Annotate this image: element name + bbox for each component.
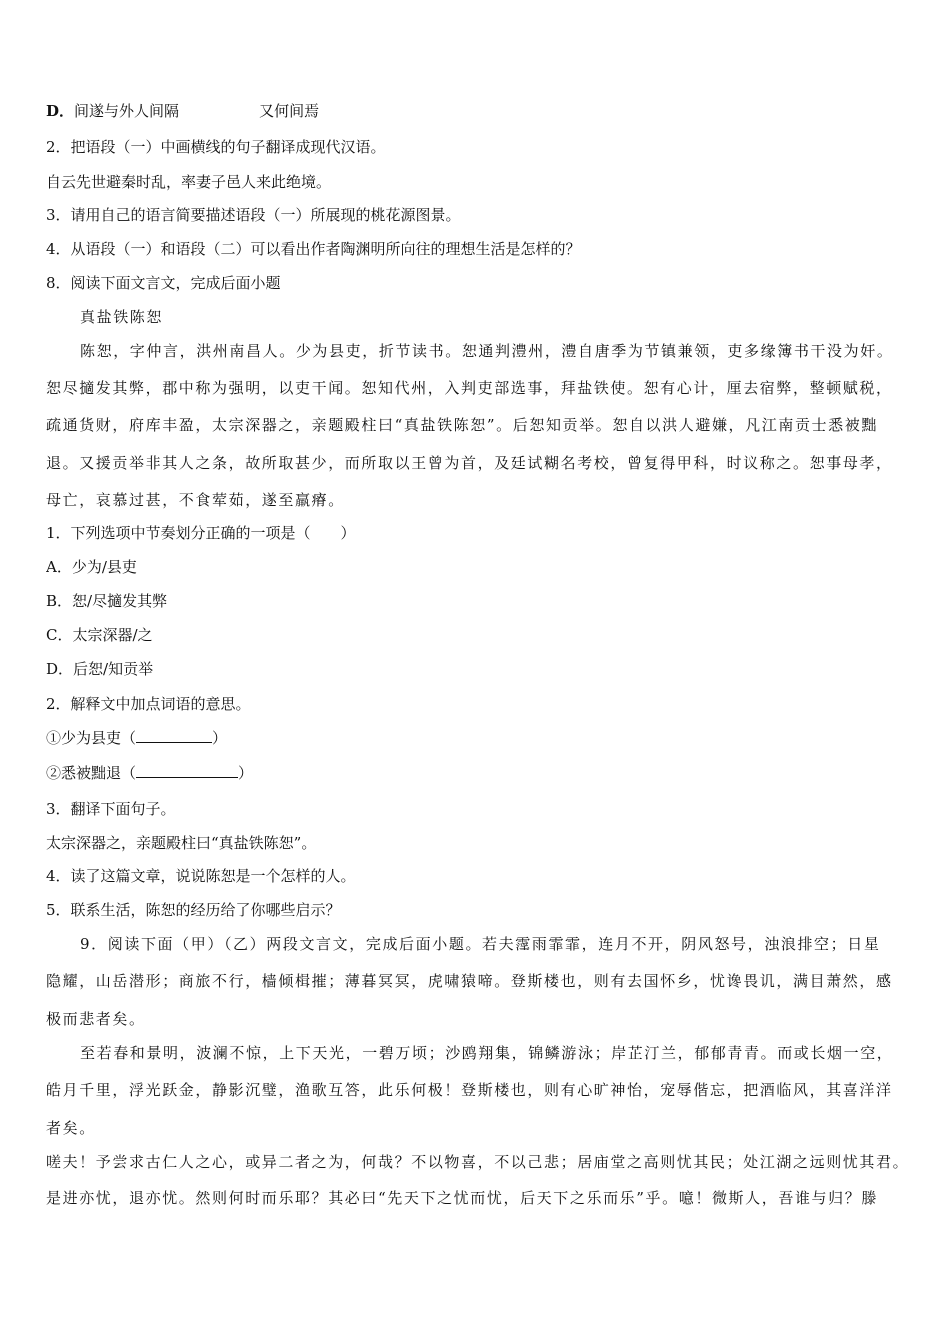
q9-passage-line: 皓月千里，浮光跃金，静影沉璧，渔歌互答，此乐何极！登斯楼也，则有心旷神怡，宠辱偕忘，把酒临风，其喜洋洋	[46, 1081, 893, 1099]
q9-passage-line: 至若春和景明，波澜不惊，上下天光，一碧万顷；沙鸥翔集，锦鳞游泳；岸芷汀兰，郁郁青青。而或长烟一空，	[80, 1044, 894, 1062]
q8-option-c: C．太宗深器/之	[46, 626, 153, 644]
q8-blank-2: ②悉被黜退（ ）	[46, 764, 254, 782]
q8-sub-question-3-sentence: 太宗深器之，亲题殿柱曰“真盐铁陈恕”。	[46, 834, 317, 852]
q8-sub-question-4: 4．读了这篇文章，说说陈恕是一个怎样的人。	[46, 867, 356, 885]
q8-option-d: D．后恕/知贡举	[46, 660, 154, 678]
dotted-char: 间	[289, 102, 305, 120]
q9-passage-line: 嗟夫！予尝求古仁人之心，或异二者之为，何哉？不以物喜，不以己悲；居庙堂之高则忧其民；处江湖之远则忧其君。	[46, 1153, 910, 1171]
answer-blank[interactable]	[136, 728, 212, 743]
q9-passage-line: 9．阅读下面（甲）（乙）两段文言文，完成后面小题。若夫霪雨霏霏，连月不开，阴风怒号，浊浪排空；日星	[80, 935, 881, 953]
q7-option-d: D．间遂与外人间隔 又何间焉	[46, 102, 320, 120]
q8-passage-line: 母亡，哀慕过甚，不食荤茹，遂至羸瘠。	[46, 491, 345, 509]
dotted-char: 少	[295, 342, 313, 360]
q8-option-a: A．少为/县吏	[46, 558, 137, 576]
dotted-char: 间	[149, 102, 165, 120]
answer-blank[interactable]	[136, 763, 238, 778]
q8-passage-line: 疏通货财，府库丰盈，太宗深器之，亲题殿柱曰“真盐铁陈恕”。后恕知贡举。恕自以洪人避嫌，凡江南贡士悉被黜	[46, 416, 878, 434]
q8-sub-question-2: 2．解释文中加点词语的意思。	[46, 695, 251, 713]
option-label: D．	[46, 102, 75, 120]
q7-question-4: 4．从语段（一）和语段（二）可以看出作者陶渊明所向往的理想生活是怎样的？	[46, 240, 581, 258]
q9-passage-line: 者矣。	[46, 1119, 96, 1137]
q8-passage-line: 恕尽擿发其弊，郡中称为强明，以吏干闻。恕知代州，入判吏部选事，拜盐铁使。恕有心计，厘去宿弊，整顿赋税，	[46, 379, 893, 397]
q8-passage-line: 退。又援贡举非其人之条，故所取甚少，而所取以王曾为首，及廷试糊名考校，曾复得甲科，时议称之。恕事母孝，	[46, 454, 893, 472]
q8-sub-question-3: 3．翻译下面句子。	[46, 800, 176, 818]
dotted-char: 悉	[61, 764, 77, 782]
q8-sub-question-1: 1．下列选项中节奏划分正确的一项是（ ）	[46, 524, 356, 542]
q8-blank-1: ①少为县吏（ ）	[46, 729, 228, 747]
q7-question-3: 3．请用自己的语言简要描述语段（一）所展现的桃花源图景。	[46, 206, 461, 224]
q8-option-b: B．恕/尽擿发其弊	[46, 592, 168, 610]
q9-passage-line: 极而悲者矣。	[46, 1010, 146, 1028]
q7-question-2-sentence: 自云先世避秦时乱，率妻子邑人来此绝境。	[46, 173, 332, 191]
dotted-char: 悉	[828, 416, 845, 434]
dotted-char: 少	[61, 729, 77, 747]
q8-passage-line: 陈恕，字仲言，洪州南昌人。少为县吏，折节读书。恕通判澧州，澧自唐季为节镇兼领，吏多缘簿书干没为奸。	[80, 342, 894, 360]
q8-sub-question-5: 5．联系生活，陈恕的经历给了你哪些启示？	[46, 901, 341, 919]
q9-passage-line: 隐耀，山岳潜形；商旅不行，樯倾楫摧；薄暮冥冥，虎啸猿啼。登斯楼也，则有去国怀乡，忧谗畏讥，满目萧然，感	[46, 972, 893, 990]
q8-passage-title: 真盐铁陈恕	[80, 308, 164, 326]
q8-heading: 8．阅读下面文言文，完成后面小题	[46, 274, 281, 292]
q9-passage-line: 是进亦忧，退亦忧。然则何时而乐耶？其必曰“先天下之忧而忧，后天下之乐而乐”乎。噫！微斯人，吾谁与归？滕	[46, 1189, 878, 1207]
q7-question-2: 2．把语段（一）中画横线的句子翻译成现代汉语。	[46, 138, 386, 156]
